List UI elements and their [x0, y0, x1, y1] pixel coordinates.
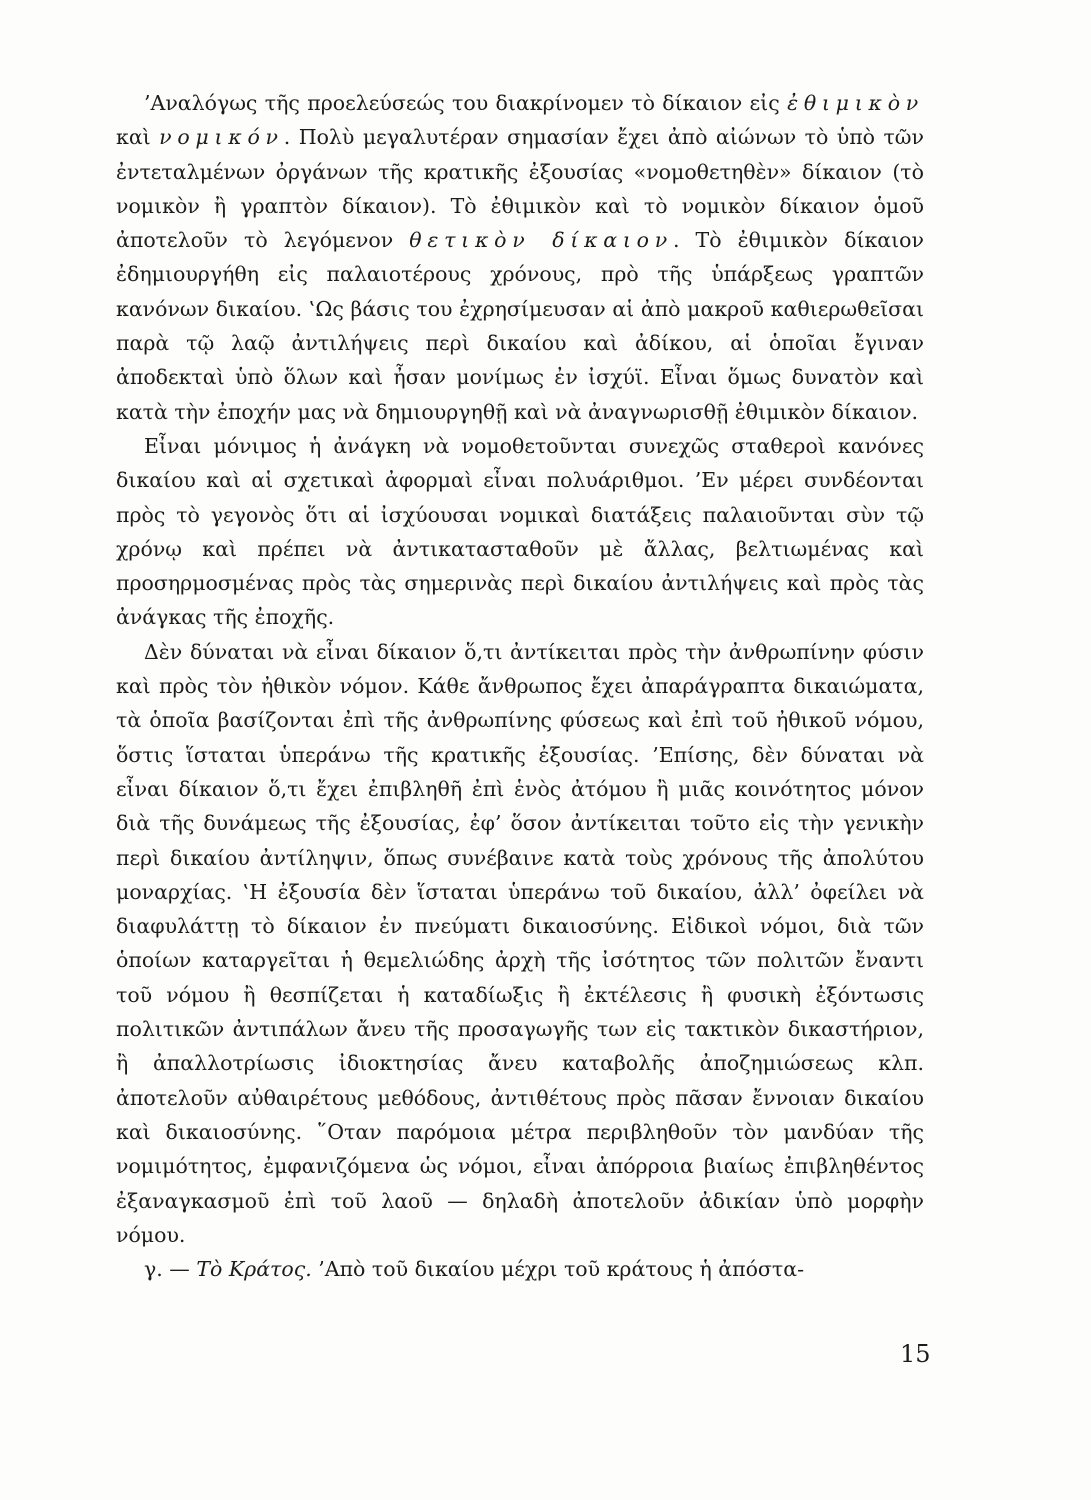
text-run: Δὲν δύναται νὰ εἶναι δίκαιον ὅ,τι ἀντίκειται πρὸς τὴν ἀνθρωπίνην φύσιν καὶ πρὸς τὸν ἠθικὸν νόμον. Κάθε ἄνθρωπος ἔχει ἀπαράγραπτα δικαιώματα, τὰ ὁποῖα βασίζονται ἐπὶ τῆς ἀνθρωπίνης φύσεως καὶ ἐπὶ τοῦ ἠθικοῦ νόμου, ὅστις ἵσταται ὑπεράνω τῆς κρατικῆς ἐξουσίας. ’Επίσης, δὲν δύναται νὰ εἶναι δίκαιον ὅ,τι ἔχει ἐπιβληθῆ ἐπὶ ἑνὸς ἀτόμου ἢ μιᾶς κοινότητος μόνον διὰ τῆς δυνάμεως τῆς ἐξουσίας, ἐφ’ ὅσον ἀντίκειται τοῦτο εἰς τὴν γενικὴν περὶ δικαίου ἀντίληψιν, ὅπως συνέβαινε κατὰ τοὺς χρόνους τῆς ἀπολύτου μοναρχίας. ‛Η ἐξουσία δὲν ἵσταται ὑπεράνω τοῦ δικαίου, ἀλλ’ ὀφείλει νὰ διαφυλάττῃ τὸ δίκαιον ἐν πνεύματι δικαιοσύνης. Εἰδικοὶ νόμοι, διὰ τῶν ὁποίων καταργεῖται ἡ θεμελιώδης ἀρχὴ τῆς ἰσότητος τῶν πολιτῶν ἔναντι τοῦ νόμου ἢ θεσπίζεται ἡ καταδίωξις ἢ ἐκτέλεσις ἢ φυσικὴ ἐξόντωσις πολιτικῶν ἀντιπάλων ἄνευ τῆς προσαγωγῆς των εἰς τακτικὸν δικαστήριον, ἢ ἀπαλλοτρίωσις ἰδιοκτησίας ἄνευ καταβολῆς ἀποζημιώσεως κλπ. ἀποτελοῦν αὐθαιρέτους μεθόδους, ἀντιθέτους πρὸς πᾶσαν ἔννοιαν δικαίου καὶ δικαιοσύνης. ῞Οταν παρόμοια μέτρα περιβληθοῦν τὸν μανδύαν τῆς νομιμότητος, ἐμφανιζόμενα ὡς νόμοι, εἶναι ἀπόρροια βιαίως ἐπιβληθέντος ἐξαναγκασμοῦ ἐπὶ τοῦ λαοῦ — δηλαδὴ ἀποτελοῦν ἀδικίαν ὑπὸ μορφὴν νόμου.: [116, 639, 924, 1247]
text-run: γ. —: [144, 1257, 197, 1282]
spaced-term: νομικόν: [159, 125, 284, 150]
text-run: ’Αναλόγως τῆς προελεύσεώς του διακρίνομεν τὸ δίκαιον εἰς: [144, 91, 788, 115]
text-run: . Τὸ ἐθιμικὸν δίκαιον ἐδημιουργήθη εἰς παλαιοτέρους χρόνους, πρὸ τῆς ὑπάρξεως γραπτῶν κανόνων δικαίου. ‛Ως βάσις του ἐχρησίμευσαν αἱ ἀπὸ μακροῦ καθιερωθεῖσαι παρὰ τῷ λαῷ ἀντιλήψεις περὶ δικαίου καὶ ἀδίκου, αἱ ὁποῖαι ἔγιναν ἀποδεκταὶ ὑπὸ ὅλων καὶ ἦσαν μονίμως ἐν ἰσχύϊ. Εἶναι ὅμως δυνατὸν καὶ κατὰ τὴν ἐποχήν μας νὰ δημιουργηθῇ καὶ νὰ ἀναγνωρισθῇ ἐθιμικὸν δίκαιον.: [116, 228, 924, 424]
text-run: ’Απὸ τοῦ δικαίου μέχρι τοῦ κράτους ἡ ἀπόστα-: [311, 1257, 805, 1282]
section-heading: Τὸ Κράτος.: [196, 1257, 312, 1282]
paragraph: [116, 635, 924, 1252]
paragraph: [116, 86, 924, 429]
body-text: [116, 86, 924, 1286]
paragraph: [116, 429, 924, 635]
spaced-term: ἐθιμικὸν: [787, 91, 924, 115]
paragraph: [116, 1252, 924, 1286]
text-run: καὶ: [116, 125, 160, 150]
text-run: Εἶναι μόνιμος ἡ ἀνάγκη νὰ νομοθετοῦνται συνεχῶς σταθεροὶ κανόνες δικαίου καὶ αἱ σχετικαὶ ἀφορμαὶ εἶναι πολυάριθμοι. ’Εν μέρει συνδέονται πρὸς τὸ γεγονὸς ὅτι αἱ ἰσχύουσαι νομικαὶ διατάξεις παλαιοῦνται σὺν τῷ χρόνῳ καὶ πρέπει νὰ ἀντικατασταθοῦν μὲ ἄλλας, βελτιωμένας καὶ προσηρμοσμένας πρὸς τὰς σημερινὰς περὶ δικαίου ἀντιλήψεις καὶ πρὸς τὰς ἀνάγκας τῆς ἐποχῆς.: [116, 433, 924, 630]
text-run: . Πολὺ μεγαλυτέραν σημασίαν ἔχει ἀπὸ αἰώνων τὸ ὑπὸ τῶν ἐντεταλμένων ὀργάνων τῆς κρατικῆς ἐξουσίας «νομοθετηθὲν» δίκαιον (τὸ νομικὸν ἢ γραπτὸν δίκαιον). Τὸ ἐθιμικὸν καὶ τὸ νομικὸν δίκαιον ὁμοῦ ἀποτελοῦν τὸ λεγόμενον: [116, 125, 924, 253]
spaced-term: θετικὸν δίκαιον: [409, 228, 673, 253]
page-number: 15: [900, 1340, 931, 1368]
